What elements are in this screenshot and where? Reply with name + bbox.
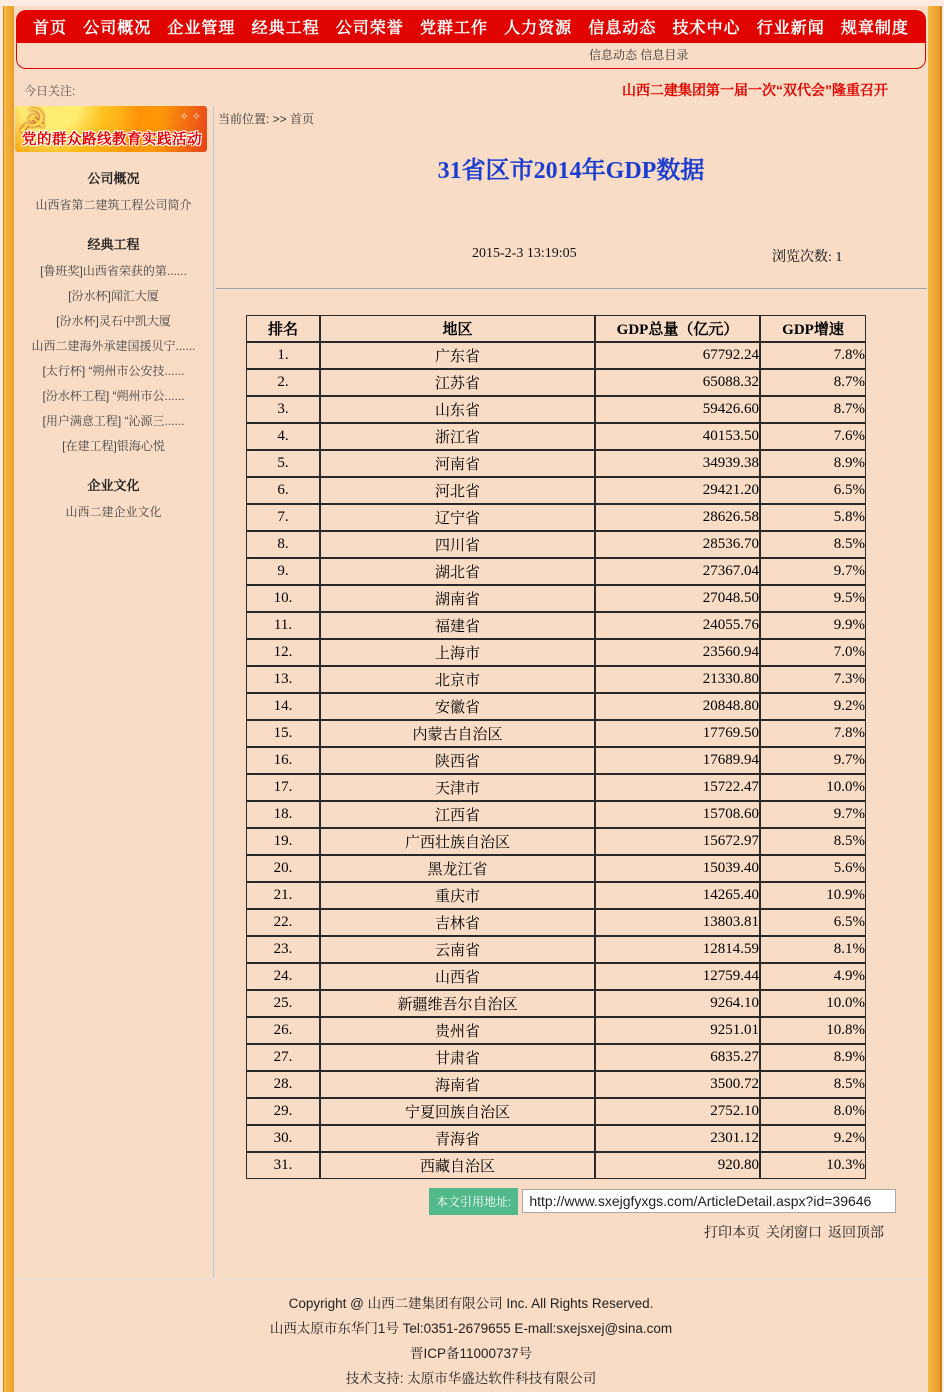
sidebar-banner-image[interactable] — [15, 106, 207, 152]
cell-rank: 14. — [246, 693, 320, 720]
cell-gdp: 13803.81 — [595, 909, 760, 936]
sidebar-link[interactable]: 山西省第二建筑工程公司简介 — [35, 198, 192, 212]
table-row — [246, 747, 866, 774]
gdp-table — [246, 315, 866, 1179]
table-row — [246, 531, 866, 558]
cell-rate: 5.8% — [760, 504, 866, 531]
table-row — [246, 504, 866, 531]
table-header-cell: 排名 — [246, 315, 320, 342]
cell-rank: 26. — [246, 1017, 320, 1044]
cell-rate: 9.7% — [760, 801, 866, 828]
cell-gdp: 2752.10 — [595, 1098, 760, 1125]
cell-rank: 20. — [246, 855, 320, 882]
banner-text: 党的群众路线教育实践活动 — [22, 132, 202, 148]
party-emblem-icon: ☭ — [17, 106, 48, 141]
cell-rank: 3. — [246, 396, 320, 423]
cell-rate: 7.0% — [760, 639, 866, 666]
footer — [14, 1279, 928, 1391]
table-row — [246, 909, 866, 936]
cell-rank: 29. — [246, 1098, 320, 1125]
table-header-cell: 地区 — [320, 315, 595, 342]
nav-item[interactable]: 党群工作 — [419, 20, 488, 37]
article-meta — [214, 246, 928, 266]
table-row — [246, 1044, 866, 1071]
cell-region: 湖南省 — [320, 585, 595, 612]
cell-gdp: 40153.50 — [595, 423, 760, 450]
ticker-news-link[interactable]: 山西二建集团第一届一次“双代会”隆重召开 — [622, 82, 888, 98]
cell-region: 广西壮族自治区 — [320, 828, 595, 855]
cite-row — [429, 1188, 928, 1214]
divider-line — [216, 288, 927, 289]
nav-item[interactable]: 企业管理 — [167, 20, 236, 37]
sidebar-section-heading: 企业文化 — [87, 478, 140, 493]
cell-rate: 8.5% — [760, 828, 866, 855]
cell-region: 天津市 — [320, 774, 595, 801]
footer-line: Copyright @ 山西二建集团有限公司 Inc. All Rights Reserved. — [288, 1296, 654, 1311]
cell-gdp: 17769.50 — [595, 720, 760, 747]
cell-gdp: 21330.80 — [595, 666, 760, 693]
cell-rank: 19. — [246, 828, 320, 855]
sidebar-link[interactable]: 山西二建海外承建国援贝宁...... — [31, 339, 196, 353]
cell-rate: 9.7% — [760, 747, 866, 774]
cell-rate: 8.5% — [760, 531, 866, 558]
cell-rate: 5.6% — [760, 855, 866, 882]
nav-item[interactable]: 规章制度 — [840, 20, 909, 37]
sidebar — [14, 106, 213, 1278]
cell-region: 福建省 — [320, 612, 595, 639]
cell-rank: 6. — [246, 477, 320, 504]
cell-gdp: 28536.70 — [595, 531, 760, 558]
table-header-cell: GDP增速 — [760, 315, 866, 342]
cell-gdp: 65088.32 — [595, 369, 760, 396]
cell-rank: 27. — [246, 1044, 320, 1071]
cell-gdp: 15672.97 — [595, 828, 760, 855]
cell-rank: 24. — [246, 963, 320, 990]
table-row — [246, 693, 866, 720]
cell-rank: 25. — [246, 990, 320, 1017]
cell-region: 内蒙古自治区 — [320, 720, 595, 747]
subnav-bar — [16, 43, 926, 69]
nav-item[interactable]: 公司概况 — [83, 20, 152, 37]
cell-rate: 9.2% — [760, 1125, 866, 1152]
ticker-label: 今日关注: — [24, 83, 76, 98]
cell-region: 河北省 — [320, 477, 595, 504]
table-row — [246, 423, 866, 450]
sidebar-link[interactable]: [汾水杯]灵石中凯大厦 — [56, 314, 171, 328]
cell-region: 黑龙江省 — [320, 855, 595, 882]
table-row — [246, 1125, 866, 1152]
cell-rank: 22. — [246, 909, 320, 936]
cell-rank: 1. — [246, 342, 320, 369]
footer-line: 晋ICP备11000737号 — [409, 1346, 533, 1361]
cell-region: 辽宁省 — [320, 504, 595, 531]
cell-rate: 10.0% — [760, 774, 866, 801]
cell-gdp: 3500.72 — [595, 1071, 760, 1098]
cell-rank: 21. — [246, 882, 320, 909]
cell-rank: 5. — [246, 450, 320, 477]
page-title: 31省区市2014年GDP数据 — [437, 158, 705, 184]
table-row — [246, 558, 866, 585]
sidebar-section-heading: 公司概况 — [87, 171, 140, 186]
table-row — [246, 936, 866, 963]
table-row — [246, 774, 866, 801]
cell-rank: 7. — [246, 504, 320, 531]
cell-rate: 8.5% — [760, 1071, 866, 1098]
cell-rate: 10.9% — [760, 882, 866, 909]
cell-region: 吉林省 — [320, 909, 595, 936]
cell-rate: 9.9% — [760, 612, 866, 639]
cell-region: 贵州省 — [320, 1017, 595, 1044]
cell-gdp: 67792.24 — [595, 342, 760, 369]
cell-region: 山西省 — [320, 963, 595, 990]
cell-rate: 10.8% — [760, 1017, 866, 1044]
cell-rank: 9. — [246, 558, 320, 585]
cell-gdp: 20848.80 — [595, 693, 760, 720]
main-content — [213, 106, 928, 1278]
nav-item[interactable]: 信息动态 — [588, 20, 657, 37]
cite-label: 本文引用地址: — [429, 1188, 518, 1215]
action-link[interactable]: 关闭窗口 — [766, 1224, 822, 1240]
cell-rank: 13. — [246, 666, 320, 693]
cell-rank: 28. — [246, 1071, 320, 1098]
cell-rate: 10.3% — [760, 1152, 866, 1179]
sidebar-link[interactable]: [太行杯] “朔州市公安技...... — [42, 364, 185, 378]
cell-region: 广东省 — [320, 342, 595, 369]
table-row — [246, 477, 866, 504]
cell-rate: 6.5% — [760, 909, 866, 936]
table-row — [246, 369, 866, 396]
table-row — [246, 828, 866, 855]
table-row — [246, 1017, 866, 1044]
view-count: 浏览次数: 1 — [772, 250, 843, 265]
cell-gdp: 29421.20 — [595, 477, 760, 504]
cell-gdp: 27048.50 — [595, 585, 760, 612]
cell-region: 重庆市 — [320, 882, 595, 909]
cell-gdp: 12759.44 — [595, 963, 760, 990]
cell-rank: 11. — [246, 612, 320, 639]
article-actions — [214, 1222, 884, 1240]
table-row — [246, 612, 866, 639]
table-row — [246, 1152, 866, 1179]
cell-rate: 7.3% — [760, 666, 866, 693]
cell-rank: 12. — [246, 639, 320, 666]
cell-rank: 10. — [246, 585, 320, 612]
cell-rank: 8. — [246, 531, 320, 558]
table-row — [246, 396, 866, 423]
table-row — [246, 882, 866, 909]
nav-item[interactable]: 人力资源 — [504, 20, 573, 37]
table-row — [246, 720, 866, 747]
cell-gdp: 15722.47 — [595, 774, 760, 801]
cell-region: 四川省 — [320, 531, 595, 558]
cell-region: 上海市 — [320, 639, 595, 666]
cell-region: 湖北省 — [320, 558, 595, 585]
cell-rate: 9.7% — [760, 558, 866, 585]
cell-region: 河南省 — [320, 450, 595, 477]
table-header-cell: GDP总量（亿元） — [595, 315, 760, 342]
breadcrumb[interactable]: 当前位置: >> 首页 — [218, 112, 315, 126]
table-row — [246, 990, 866, 1017]
cell-region: 安徽省 — [320, 693, 595, 720]
footer-line: 山西太原市东华门1号 Tel:0351-2679655 E-mall:sxejsxej@sina.com — [269, 1321, 673, 1336]
cell-rank: 31. — [246, 1152, 320, 1179]
cell-region: 江西省 — [320, 801, 595, 828]
nav-item[interactable]: 经典工程 — [251, 20, 320, 37]
cell-rank: 2. — [246, 369, 320, 396]
sidebar-link[interactable]: [鲁班奖]山西省荣获的第...... — [40, 264, 187, 278]
cell-gdp: 23560.94 — [595, 639, 760, 666]
cell-rate: 9.2% — [760, 693, 866, 720]
cell-gdp: 12814.59 — [595, 936, 760, 963]
publish-date: 2015-2-3 13:19:05 — [472, 246, 577, 261]
dove-icon: ✧ ✧ — [179, 111, 201, 123]
cell-gdp: 9251.01 — [595, 1017, 760, 1044]
table-row — [246, 450, 866, 477]
cell-region: 北京市 — [320, 666, 595, 693]
cell-region: 宁夏回族自治区 — [320, 1098, 595, 1125]
cell-rate: 8.7% — [760, 396, 866, 423]
table-row — [246, 585, 866, 612]
cell-region: 青海省 — [320, 1125, 595, 1152]
cell-rank: 17. — [246, 774, 320, 801]
action-link[interactable]: 返回顶部 — [828, 1224, 884, 1240]
cell-gdp: 9264.10 — [595, 990, 760, 1017]
cell-rate: 8.9% — [760, 450, 866, 477]
cell-region: 云南省 — [320, 936, 595, 963]
table-row — [246, 963, 866, 990]
table-row — [246, 1098, 866, 1125]
cell-gdp: 27367.04 — [595, 558, 760, 585]
cell-gdp: 28626.58 — [595, 504, 760, 531]
cell-region: 西藏自治区 — [320, 1152, 595, 1179]
cell-rank: 18. — [246, 801, 320, 828]
cell-region: 江苏省 — [320, 369, 595, 396]
nav-item[interactable]: 公司荣誉 — [335, 20, 404, 37]
table-row — [246, 342, 866, 369]
action-link[interactable]: 打印本页 — [704, 1224, 760, 1240]
nav-item[interactable]: 行业新闻 — [756, 20, 825, 37]
cell-rank: 4. — [246, 423, 320, 450]
sidebar-link[interactable]: [在建工程]银海心悦 — [62, 439, 165, 453]
table-row — [246, 855, 866, 882]
sidebar-link[interactable]: [汾水杯]闻汇大厦 — [68, 289, 159, 303]
table-row — [246, 666, 866, 693]
cell-rate: 4.9% — [760, 963, 866, 990]
cell-region: 浙江省 — [320, 423, 595, 450]
cell-gdp: 24055.76 — [595, 612, 760, 639]
cell-rate: 8.9% — [760, 1044, 866, 1071]
table-header-row — [246, 315, 866, 342]
cell-region: 新疆维吾尔自治区 — [320, 990, 595, 1017]
cell-rate: 6.5% — [760, 477, 866, 504]
cell-region: 甘肃省 — [320, 1044, 595, 1071]
subnav-links[interactable]: 信息动态 信息目录 — [589, 48, 689, 62]
cell-rank: 30. — [246, 1125, 320, 1152]
nav-item[interactable]: 首页 — [33, 20, 68, 37]
cell-gdp: 14265.40 — [595, 882, 760, 909]
table-row — [246, 639, 866, 666]
cell-rate: 7.8% — [760, 342, 866, 369]
cite-url-input[interactable] — [522, 1189, 896, 1213]
nav-item[interactable]: 技术中心 — [672, 20, 741, 37]
sidebar-link[interactable]: 山西二建企业文化 — [65, 505, 162, 519]
cell-rate: 7.6% — [760, 423, 866, 450]
cell-gdp: 920.80 — [595, 1152, 760, 1179]
cell-rate: 9.5% — [760, 585, 866, 612]
sidebar-link[interactable]: [用户满意工程] “沁源三...... — [42, 414, 185, 428]
cell-region: 海南省 — [320, 1071, 595, 1098]
cell-rank: 15. — [246, 720, 320, 747]
cell-rate: 10.0% — [760, 990, 866, 1017]
cell-rank: 16. — [246, 747, 320, 774]
right-frame-strip — [928, 6, 942, 1392]
cell-gdp: 34939.38 — [595, 450, 760, 477]
cell-rate: 8.1% — [760, 936, 866, 963]
cell-gdp: 59426.60 — [595, 396, 760, 423]
cell-gdp: 15039.40 — [595, 855, 760, 882]
cell-region: 山东省 — [320, 396, 595, 423]
ticker-row — [24, 81, 888, 99]
top-nav — [16, 10, 926, 43]
sidebar-menu — [14, 168, 213, 525]
page-panel — [14, 6, 928, 1392]
cell-gdp: 17689.94 — [595, 747, 760, 774]
cell-gdp: 6835.27 — [595, 1044, 760, 1071]
sidebar-section-heading: 经典工程 — [87, 237, 140, 252]
cell-rank: 23. — [246, 936, 320, 963]
cell-gdp: 15708.60 — [595, 801, 760, 828]
sidebar-link[interactable]: [汾水杯工程] “朔州市公...... — [42, 389, 185, 403]
table-row — [246, 1071, 866, 1098]
footer-line: 技术支持: 太原市华盛达软件科技有限公司 — [345, 1371, 597, 1386]
table-row — [246, 801, 866, 828]
cell-rate: 7.8% — [760, 720, 866, 747]
cell-region: 陕西省 — [320, 747, 595, 774]
cell-gdp: 2301.12 — [595, 1125, 760, 1152]
cell-rate: 8.7% — [760, 369, 866, 396]
cell-rate: 8.0% — [760, 1098, 866, 1125]
